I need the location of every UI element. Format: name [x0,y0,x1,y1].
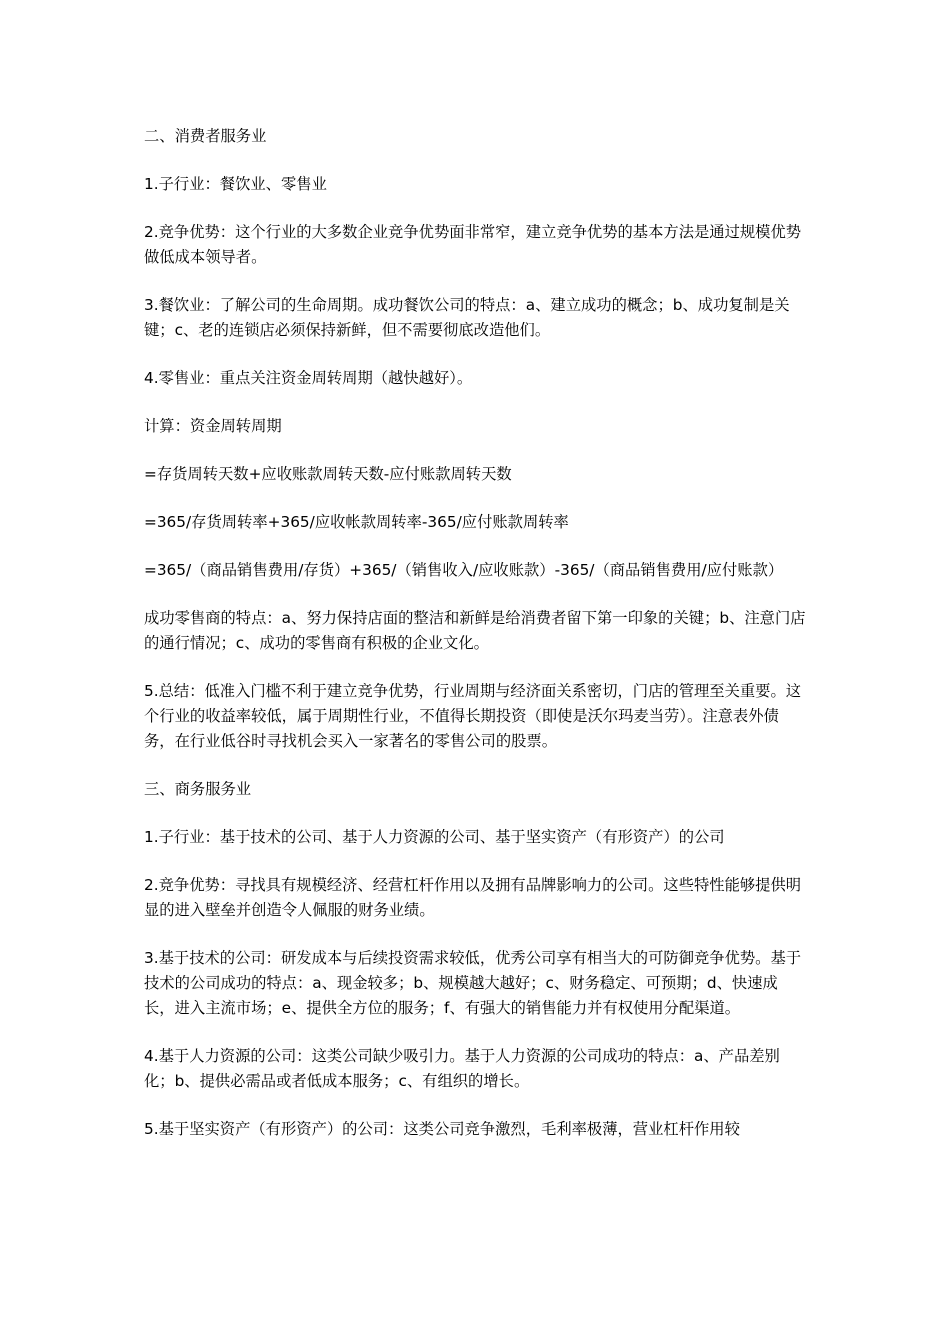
paragraph-successful-retailer: 成功零售商的特点：a、努力保持店面的整洁和新鲜是给消费者留下第一印象的关键；b、注意门店的通行情况；c、成功的零售商有积极的企业文化。 [144,609,806,652]
paragraph-technology-companies: 3.基于技术的公司：研发成本与后续投资需求较低，优秀公司享有相当大的可防御竞争优势。基于技术的公司成功的特点：a、现金较多；b、规模越大越好；c、财务稳定、可预期；d、快速成长，进入主流市场；e、提供全方位的服务；f、有强大的销售能力并有权使用分配渠道。 [144,949,802,1017]
formula-line-1: =存货周转天数+应收账款周转天数-应付账款周转天数 [144,465,512,483]
formula-line-3: =365/（商品销售费用/存货）+365/（销售收入/应收账款）-365/（商品销售费用/应付账款） [144,561,784,579]
paragraph-human-resource-companies: 4.基于人力资源的公司：这类公司缺少吸引力。基于人力资源的公司成功的特点：a、产品差别化；b、提供必需品或者低成本服务；c、有组织的增长。 [144,1047,780,1090]
paragraph-tangible-asset-companies: 5.基于坚实资产（有形资产）的公司：这类公司竞争激烈，毛利率极薄，营业杠杆作用较 [144,1120,740,1138]
document-body [144,124,808,1165]
section-heading-consumer-services: 二、消费者服务业 [144,127,267,145]
paragraph-restaurant-industry: 3.餐饮业：了解公司的生命周期。成功餐饮公司的特点：a、建立成功的概念；b、成功复制是关键；c、老的连锁店必须保持新鲜，但不需要彻底改造他们。 [144,296,790,339]
paragraph-calculation-label: 计算：资金周转周期 [144,417,282,435]
paragraph-sub-industries: 1.子行业：餐饮业、零售业 [144,175,327,193]
paragraph-retail-industry: 4.零售业：重点关注资金周转周期（越快越好）。 [144,369,473,387]
paragraph-business-competitive-advantage: 2.竞争优势：寻找具有规模经济、经营杠杆作用以及拥有品牌影响力的公司。这些特性能够提供明显的进入壁垒并创造令人佩服的财务业绩。 [144,876,802,919]
paragraph-summary: 5.总结：低准入门槛不利于建立竞争优势，行业周期与经济面关系密切，门店的管理至关重要。这个行业的收益率较低，属于周期性行业，不值得长期投资（即使是沃尔玛麦当劳）。注意表外债务，在行业低谷时寻找机会买入一家著名的零售公司的股票。 [144,682,802,750]
section-heading-business-services: 三、商务服务业 [144,780,252,798]
formula-line-2: =365/存货周转率+365/应收帐款周转率-365/应付账款周转率 [144,513,569,531]
paragraph-business-sub-industries: 1.子行业：基于技术的公司、基于人力资源的公司、基于坚实资产（有形资产）的公司 [144,828,725,846]
paragraph-competitive-advantage: 2.竞争优势：这个行业的大多数企业竞争优势面非常窄，建立竞争优势的基本方法是通过规模优势做低成本领导者。 [144,223,802,266]
